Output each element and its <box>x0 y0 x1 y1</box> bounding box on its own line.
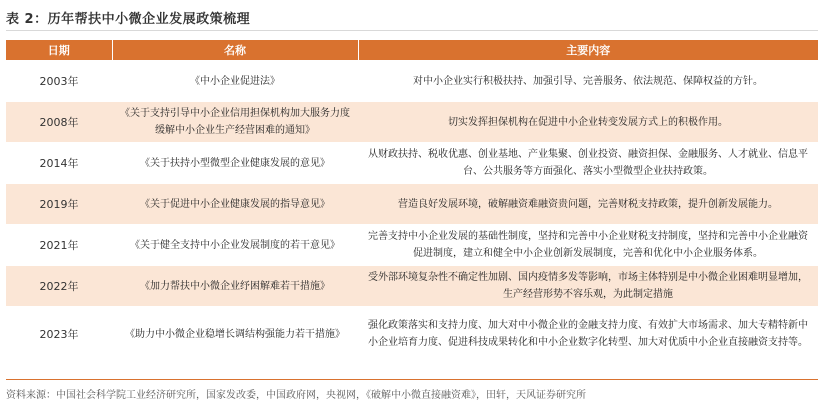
row-content: 从财政扶持、税收优惠、创业基地、产业集聚、创业投资、融资担保、金融服务、人才就业、信息平台、公共服务等方面强化、落实小型微型企业扶持政策。 <box>358 143 818 184</box>
table-row <box>6 225 818 266</box>
title-divider <box>6 30 818 31</box>
row-year: 2008年 <box>6 102 112 143</box>
row-policy-name: 《关于扶持小型微型企业健康发展的意见》 <box>112 143 358 184</box>
row-policy-name: 《关于促进中小企业健康发展的指导意见》 <box>112 184 358 225</box>
row-policy-name: 《助力中小微企业稳增长调结构强能力若干措施》 <box>112 307 358 362</box>
table-row <box>6 143 818 184</box>
row-policy-name: 《关于健全支持中小企业发展制度的若干意见》 <box>112 225 358 266</box>
row-year: 2021年 <box>6 225 112 266</box>
row-content: 受外部环境复杂性不确定性加剧、国内疫情多发等影响，市场主体特别是中小微企业困难明显增加，生产经营形势不容乐观，为此制定措施 <box>358 266 818 307</box>
row-policy-name: 《关于支持引导中小企业信用担保机构加大服务力度缓解中小企业生产经营困难的通知》 <box>112 102 358 143</box>
row-year: 2022年 <box>6 266 112 307</box>
table-row <box>6 266 818 307</box>
table-row <box>6 61 818 102</box>
row-content: 切实发挥担保机构在促进中小企业转变发展方式上的积极作用。 <box>358 102 818 143</box>
row-content: 完善支持中小企业发展的基础性制度，坚持和完善中小企业财税支持制度，坚持和完善中小企业融资促进制度，建立和健全中小企业创新发展制度，完善和优化中小企业服务体系。 <box>358 225 818 266</box>
table-bottom-rule <box>6 379 818 380</box>
row-year: 2014年 <box>6 143 112 184</box>
header-name: 名称 <box>112 40 358 61</box>
table-row <box>6 184 818 225</box>
table-row <box>6 102 818 143</box>
table-row <box>6 307 818 362</box>
row-content: 对中小企业实行积极扶持、加强引导、完善服务、依法规范、保障权益的方针。 <box>358 61 818 102</box>
source-note: 资料来源：中国社会科学院工业经济研究所，国家发改委，中国政府网，央视网，《破解中小微直接融资难》，田轩，天风证券研究所 <box>6 390 586 401</box>
table-title: 表 2：历年帮扶中小微企业发展政策梳理 <box>6 12 251 27</box>
row-year: 2023年 <box>6 307 112 362</box>
row-policy-name: 《中小企业促进法》 <box>112 61 358 102</box>
row-year: 2003年 <box>6 61 112 102</box>
header-content: 主要内容 <box>358 40 818 61</box>
row-policy-name: 《加力帮扶中小微企业纾困解难若干措施》 <box>112 266 358 307</box>
row-content: 营造良好发展环境，破解融资难融资贵问题，完善财税支持政策，提升创新发展能力。 <box>358 184 818 225</box>
table-header-row <box>6 40 818 61</box>
policy-table <box>6 40 818 361</box>
row-content: 强化政策落实和支持力度、加大对中小微企业的金融支持力度、有效扩大市场需求、加大专精特新中小企业培育力度、促进科技成果转化和中小企业数字化转型、加大对优质中小企业直接融资支持等。 <box>358 307 818 362</box>
row-year: 2019年 <box>6 184 112 225</box>
header-date: 日期 <box>6 40 112 61</box>
